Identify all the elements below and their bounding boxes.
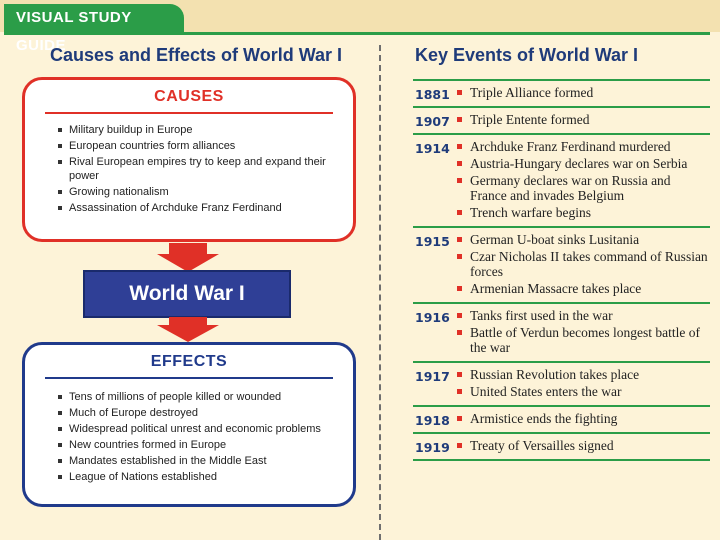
event-row-1915: [413, 226, 710, 302]
list-item: Growing nationalism: [57, 185, 347, 199]
event-items: [457, 367, 710, 399]
list-item: Widespread political unrest and economic problems: [57, 422, 347, 437]
event-row-1919: [413, 432, 710, 461]
effects-heading: EFFECTS: [150, 353, 228, 370]
event-item: Austria-Hungary declares war on Serbia: [457, 156, 710, 171]
event-year: 1917: [415, 369, 450, 384]
event-year: 1918: [415, 413, 450, 428]
list-item: Much of Europe destroyed: [57, 406, 347, 421]
column-divider: [379, 45, 381, 540]
down-arrow-icon: [169, 243, 207, 254]
header-rule: [4, 32, 710, 35]
list-item: Mandates established in the Middle East: [57, 454, 347, 469]
event-item: Armistice ends the fighting: [457, 411, 710, 426]
event-item: Archduke Franz Ferdinand murdered: [457, 139, 710, 154]
down-arrow-icon: [169, 317, 207, 325]
list-item: New countries formed in Europe: [57, 438, 347, 453]
causes-heading: CAUSES: [154, 88, 224, 105]
key-events-table: [413, 79, 710, 461]
event-item: Battle of Verdun becomes longest battle of the war: [457, 325, 710, 355]
effects-heading-rule: [45, 377, 333, 379]
event-items: [457, 232, 710, 296]
event-row-1916: [413, 302, 710, 361]
event-items: [457, 438, 710, 453]
event-items: [457, 411, 710, 426]
list-item: Tens of millions of people killed or wounded: [57, 390, 347, 405]
arrow-head-icon: [157, 325, 219, 342]
key-events-title: Key Events of World War I: [415, 45, 639, 65]
event-item: Russian Revolution takes place: [457, 367, 710, 382]
world-war-banner: World War I: [83, 270, 291, 318]
event-item: United States enters the war: [457, 384, 710, 399]
event-year: 1907: [415, 114, 450, 129]
event-items: [457, 85, 710, 100]
event-item: Germany declares war on Russia and France and invades Belgium: [457, 173, 710, 203]
event-item: Treaty of Versailles signed: [457, 438, 710, 453]
event-item: German U-boat sinks Lusitania: [457, 232, 710, 247]
event-year: 1915: [415, 234, 450, 249]
event-item: Triple Entente formed: [457, 112, 710, 127]
event-items: [457, 308, 710, 355]
list-item: League of Nations established: [57, 470, 347, 485]
event-item: Triple Alliance formed: [457, 85, 710, 100]
event-item: Trench warfare begins: [457, 205, 710, 220]
event-year: 1914: [415, 141, 450, 156]
visual-study-guide-tab: VISUAL STUDY GUIDE: [4, 4, 184, 32]
effects-box: [22, 342, 356, 507]
event-item: Czar Nicholas II takes command of Russian forces: [457, 249, 710, 279]
event-year: 1919: [415, 440, 450, 455]
list-item: Military buildup in Europe: [57, 123, 347, 137]
event-row-1914: [413, 133, 710, 226]
event-year: 1881: [415, 87, 450, 102]
event-row-1918: [413, 405, 710, 432]
causes-effects-title: Causes and Effects of World War I: [50, 45, 343, 65]
event-items: [457, 139, 710, 220]
event-item: Tanks first used in the war: [457, 308, 710, 323]
event-item: Armenian Massacre takes place: [457, 281, 710, 296]
event-row-1881: [413, 79, 710, 106]
list-item: Assassination of Archduke Franz Ferdinand: [57, 201, 347, 215]
event-year: 1916: [415, 310, 450, 325]
causes-box: [22, 77, 356, 242]
event-row-1907: [413, 106, 710, 133]
causes-heading-rule: [45, 112, 333, 114]
event-row-1917: [413, 361, 710, 405]
event-items: [457, 112, 710, 127]
list-item: European countries form alliances: [57, 139, 347, 153]
list-item: Rival European empires try to keep and expand their power: [57, 155, 347, 183]
effects-list: [57, 390, 347, 486]
causes-list: [57, 123, 347, 217]
